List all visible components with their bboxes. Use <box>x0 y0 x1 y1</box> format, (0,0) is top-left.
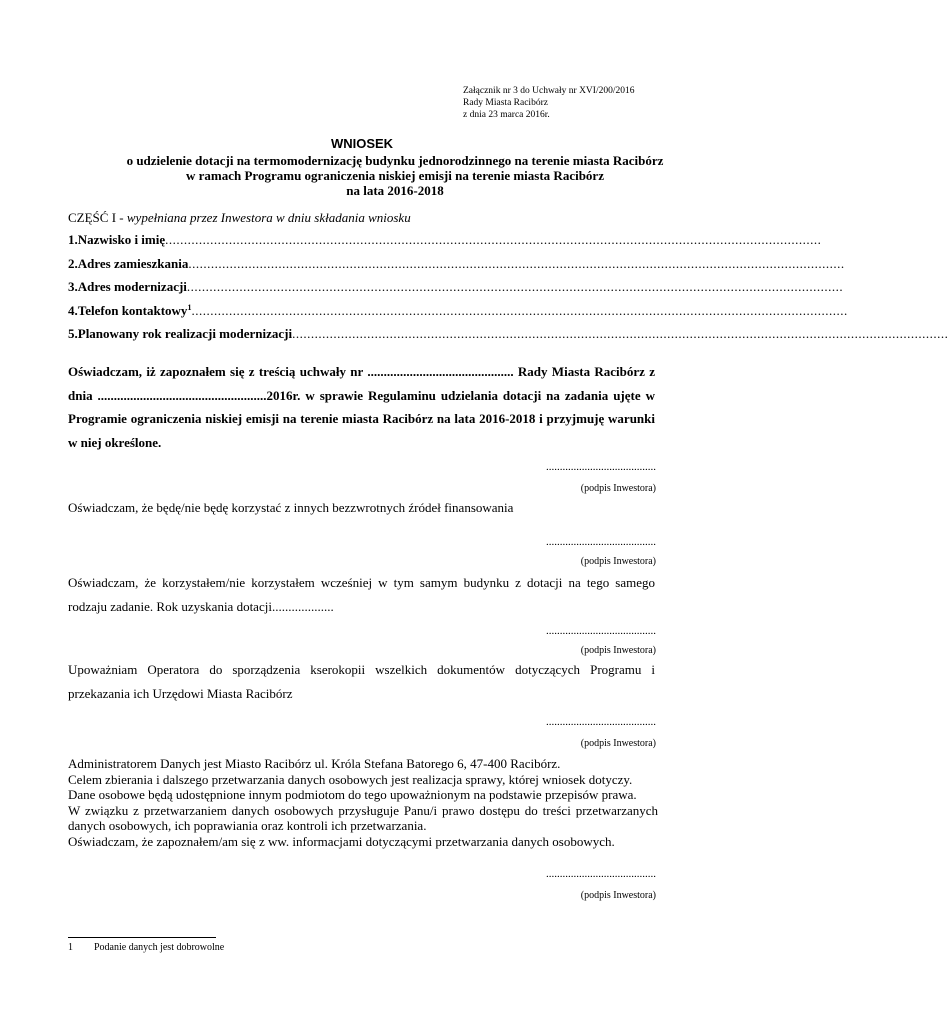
funds-declaration: Oświadczam, że będę/nie będę korzystać z innych bezzwrotnych źródeł finansowania <box>68 500 514 515</box>
field-label: Adres modernizacji <box>77 279 187 294</box>
field-number: 3. <box>68 279 78 294</box>
footnote-text: Podanie danych jest dobrowolne <box>94 942 225 953</box>
signature-line[interactable]: ........................................ <box>546 536 656 548</box>
part-heading <box>68 210 411 226</box>
field-number: 2. <box>68 255 78 271</box>
signature-line[interactable]: ........................................ <box>546 716 656 728</box>
footnote-divider <box>68 937 216 938</box>
subtitle-line: w ramach Programu ograniczenia niskiej emisji na terenie miasta Racibórz <box>186 168 604 183</box>
signature-line[interactable]: ........................................ <box>546 625 656 637</box>
notice-line: Oświadczam, że zapoznałem/am się z ww. informacjami dotyczącymi przetwarzania danych osobowych. <box>68 833 615 849</box>
field-number: 1. <box>68 232 78 247</box>
document-title: WNIOSEK <box>330 136 394 151</box>
field-number: 5. <box>68 326 78 341</box>
footnote <box>68 942 224 953</box>
subtitle-line: o udzielenie dotacji na termomodernizację budynku jednorodzinnego na terenie miasta Racibórz <box>126 153 664 168</box>
signature-caption: (podpis Inwestora) <box>580 890 656 901</box>
fill-dots: ............................................................................................................................................................................... <box>191 302 848 318</box>
notice-line: W związku z przetwarzaniem danych osobowych przysługuje Panu/i prawo dostępu do treści przetwarzanych danych osobowych, ich poprawiania oraz kontroli ich przetwarzania. <box>68 802 658 833</box>
part-description: wypełniana przez Inwestora w dniu składania wniosku <box>126 210 411 225</box>
fill-dots: ............................................................................................................................................................................... <box>292 326 948 341</box>
signature-caption: (podpis Inwestora) <box>580 556 656 567</box>
field-modernization-address[interactable] <box>68 279 844 303</box>
attachment-note-line: Załącznik nr 3 do Uchwały nr XVI/200/2016 <box>463 86 635 96</box>
signature-caption: (podpis Inwestora) <box>580 738 656 749</box>
field-address[interactable] <box>68 255 845 280</box>
notice-line: Dane osobowe będą udostępnione innym podmiotom do tego upoważnionym na podstawie przepisów prawa. <box>68 787 637 802</box>
footnote-marker: 1 <box>187 302 192 312</box>
signature-caption: (podpis Inwestora) <box>580 483 656 494</box>
part-label: CZĘŚĆ I - <box>68 210 127 225</box>
attachment-note <box>463 85 634 121</box>
notice-line: Administratorem Danych jest Miasto Racibórz ul. Króla Stefana Batorego 6, 47-400 Racibórz. <box>68 756 561 771</box>
attachment-note-line: z dnia 23 marca 2016r. <box>463 110 550 120</box>
fill-dots: ............................................................................................................................................................................... <box>186 279 844 294</box>
field-label: Telefon kontaktowy <box>77 302 188 318</box>
document-subtitle <box>70 153 720 198</box>
field-phone[interactable] <box>68 302 848 327</box>
resolution-declaration: Oświadczam, iż zapoznałem się z treścią uchwały nr ............................................. Rady Miasta Racibórz z dnia ....................................................2016r. w sprawie Regulaminu udzielania dotacji na zadania ujęte w Programie ograniczenia niskiej emisji na terenie miasta Racibórz na lata 2016-2018 i przyjmuję warunki w niej określone. <box>68 364 655 450</box>
footnote-number: 1 <box>68 942 73 953</box>
operator-authorization: Upoważniam Operatora do sporządzenia kserokopii wszelkich dokumentów dotyczących Programu i przekazania ich Urzędowi Miasta Racibórz <box>68 662 655 701</box>
signature-caption: (podpis Inwestora) <box>580 645 656 656</box>
field-number: 4. <box>68 302 78 318</box>
field-label: Nazwisko i imię <box>77 232 166 247</box>
field-label: Adres zamieszkania <box>77 255 189 271</box>
data-protection-notice <box>68 756 658 849</box>
signature-line[interactable]: ........................................ <box>546 868 656 880</box>
notice-line: Celem zbierania i dalszego przetwarzania danych osobowych jest realizacja sprawy, której wniosek dotyczy. <box>68 771 633 787</box>
subtitle-line: na lata 2016-2018 <box>346 183 444 198</box>
prior-grant-declaration: Oświadczam, że korzystałem/nie korzystałem wcześniej w tym samym budynku z dotacji na tego samego rodzaju zadanie. Rok uzyskania dotacji................... <box>68 575 655 614</box>
field-name[interactable] <box>68 232 822 256</box>
attachment-note-line: Rady Miasta Racibórz <box>463 98 548 108</box>
field-label: Planowany rok realizacji modernizacji <box>77 326 293 341</box>
applicant-fields <box>68 232 948 350</box>
signature-line[interactable]: ........................................ <box>546 461 656 473</box>
fill-dots: ............................................................................................................................................................................... <box>165 232 822 247</box>
fill-dots: ............................................................................................................................................................................... <box>188 255 845 271</box>
field-planned-year[interactable] <box>68 326 948 350</box>
